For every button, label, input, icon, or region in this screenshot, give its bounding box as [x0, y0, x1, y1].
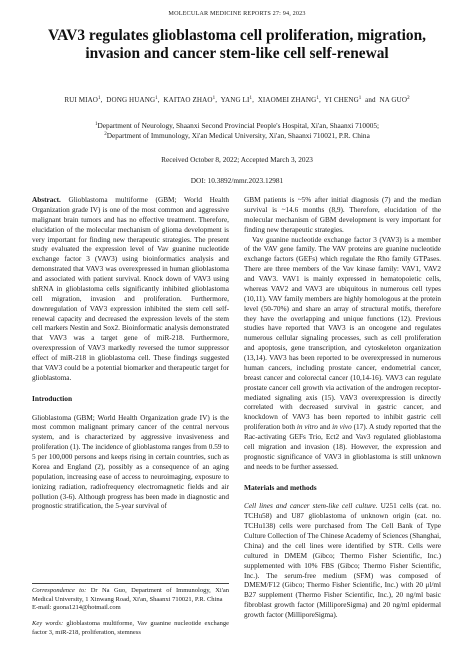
author: [324, 96, 379, 104]
paragraph-text: and: [317, 423, 333, 432]
author-separator: ,: [100, 96, 107, 104]
author-separator: ,: [215, 96, 221, 104]
section-heading-methods: Materials and methods: [244, 482, 317, 492]
title-line: VAV3 regulates glioblastoma cell proliferation, migration,: [47, 27, 427, 44]
left-column: [32, 196, 229, 512]
affiliation-marker: 1: [155, 96, 158, 101]
affiliations: [60, 121, 414, 141]
subsection-heading: Cell lines and cancer stem-like cell culture.: [244, 502, 378, 511]
article-title: [30, 27, 444, 63]
correspondence-label: Correspondence to:: [32, 587, 87, 594]
author-name: YANG LI: [220, 96, 250, 104]
running-header: MOLECULAR MEDICINE REPORTS 27: 94, 2023: [168, 10, 306, 17]
paragraph-text: U251 cells (cat. no. TCHu58) and U87 glioblastoma of unknown origin (cat. no. TCHu138) cells were purchased from The Cell Bank of Type Culture Collection of The Chinese Academy of Sciences (Shanghai, China) and the cell lines were identified by STR. Cells were cultured in DMEM (Gibco; Thermo Fisher Scientific, Inc.) supplemented with 10% FBS (Gibco; Thermo Fisher Scientific, Inc.). The serum-free medium (SFM) was composed of DMEM/F12 (Gibco; Thermo Fisher Scientific, Inc.) with 20 μl/ml B27 supplement (Thermo Fisher Scientific, Inc.), 20 ng/ml basic fibroblast growth factor (MilliporeSigma) and 20 ng/ml epidermal growth factor (MilliporeSigma).: [244, 502, 441, 619]
author-list: [20, 95, 454, 105]
keywords: [32, 620, 229, 637]
paragraph: GBM patients is ~5% after initial diagnosis (7) and the median survival is ~14.6 months (8,9). Therefore, elucidation of the molecular mechanism of GBM development is very important for finding new therapeutic strategies.: [244, 196, 441, 234]
affiliation-marker: 1: [249, 96, 253, 101]
italic-term: in vivo: [332, 423, 352, 432]
author-name: NA GUO: [379, 96, 408, 104]
paragraph-text: Vav guanine nucleotide exchange factor 3 (VAV3) is a member of the VAV gene family. The VAV proteins are guanine nucleotide exchange factors (GEFs) which regulate the Rho family GTPases. There are three members of the Vav kinase family: VAV1, VAV2 and VAV3. VAV1 is mainly expressed in hematopoietic cells, whereas VAV2 and VAV3 are ubiquitous in numerous cell types (10,11). VAV family members are highly homologous at the protein level (50-70%) and share an array of structural motifs, therefore they have the overlapping and unique functions (12). Previous studies have reported that VAV3 is an oncogene and regulates numerous cellular signaling processes, such as cell proliferation and apoptosis, gene transcription, and cytoskeleton organization (13,14). VAV3 has been reported to be overexpressed in numerous human cancers, including prostate cancer, endometrial cancer, breast cancer and colorectal cancer (10,14-16). VAV3 can regulate prostate cancer cell growth via activation of the androgen receptor-mediated signaling axis (15). VAV3 overexpression is directly correlated with decreased survival in gastric cancer, and knockdown of VAV3 has been reported to inhibit gastric cell proliferation both: [244, 235, 441, 432]
author-separator: ,: [252, 96, 258, 104]
abstract-label: Abstract.: [32, 196, 61, 204]
author-separator: ,: [318, 96, 325, 104]
author-name: DONG HUANG: [106, 96, 156, 104]
author-separator: and: [361, 96, 380, 104]
affiliation: [60, 121, 414, 131]
author: [221, 96, 258, 104]
footnotes: [32, 587, 229, 638]
affiliation-marker: 2: [407, 96, 410, 101]
affiliation-text: Department of Immunology, Xi'an Medical University, Xi'an, Shaanxi 710021, P.R. China: [106, 131, 370, 140]
correspondence: [32, 587, 229, 604]
introduction-text: Glioblastoma (GBM; World Health Organization grade IV) is the most common malignant primary cancer of the central nervous system, and is characterized by aggressive invasiveness and proliferation (1). The incidence of glioblastoma ranges from 0.59 to 5 per 100,000 persons and keeps rising in certain countries, such as Korea and England (2), possibly as a consequence of an aging population, increasing ease of access to neuroimaging, exposure to ionizing radiation, radiofrequency electromagnetic fields and air pollution (3-6). Although progress has been made in diagnostic and prognostic stratification, the 5-year survival of: [32, 413, 229, 511]
author: [258, 96, 325, 104]
author-name: RUI MIAO: [64, 96, 99, 104]
abstract-text: Glioblastoma multiforme (GBM; World Health Organization grade IV) is one of the most common and aggressive malignant brain tumors and has no effective treatment. Therefore, elucidation of the molecular mechanism of glioma development is very important for finding new therapeutic strategies. The present study evaluated the expression level of Vav guanine nucleotide exchange factor 3 (VAV3) using bioinformatics analysis and demonstrated that VAV3 was overexpressed in human glioblastoma and associated with patient survival. Knock down of VAV3 using shRNA in glioblastoma cells significantly inhibited glioblastoma cell migration, invasion and proliferation. Furthermore, downregulation of VAV3 expression inhibited the stem cell self-renewal capacity and decreased the expression levels of the stem cell markers Nestin and Sox2. Bioinformatic analysis demonstrated that VAV3 was a target gene of miR-218. Furthermore, overexpression of VAV3 markedly reversed the tumor suppressor effect of miR-218 in glioblastoma cell. These findings suggested that VAV3 could be a potential biomarker and therapeutic target for glioblastoma.: [32, 196, 229, 382]
section-heading-introduction: Introduction: [32, 393, 73, 403]
affiliation-marker: 1: [358, 96, 362, 101]
author: [163, 96, 220, 104]
keywords-text: glioblastoma multiforme, Vav guanine nucleotide exchange factor 3, miR-218, proliferation, stemness: [32, 620, 229, 636]
author: [106, 96, 163, 104]
affiliation-marker: 1: [316, 96, 319, 101]
correspondence-text: Dr Na Guo, Department of Immunology, Xi'an Medical University, 1 Xinwang Road, Xi'an, Shaanxi 710021, P.R. China: [32, 587, 229, 603]
title-line: invasion and cancer stem-like cell self-renewal: [85, 45, 389, 62]
abstract: [32, 196, 229, 384]
paragraph: [244, 502, 441, 621]
paragraph-text: (17). A study reported that the Rac-activating GEFs Trio, Ect2 and Vav3 regulated glioblastoma cell migration and invasion (18). However, the expression and prognostic significance of VAV3 in glioblastoma is still unknown and needs to be further assessed.: [244, 423, 441, 471]
author: [379, 96, 409, 104]
paragraph: [244, 236, 441, 473]
italic-term: in vitro: [296, 423, 318, 432]
author-name: XIAOMEI ZHANG: [257, 96, 317, 104]
affiliation-marker: 1: [212, 96, 216, 101]
author-separator: ,: [157, 96, 164, 104]
affiliation-marker: 2: [104, 132, 107, 137]
right-column: [244, 196, 441, 621]
doi: DOI: 10.3892/mmr.2023.12981: [190, 176, 284, 185]
author-name: KAITAO ZHAO: [163, 96, 213, 104]
author: [64, 96, 106, 104]
keywords-label: Key words:: [32, 620, 64, 628]
author-name: YI CHENG: [324, 96, 359, 104]
received-dates: Received October 8, 2022; Accepted March 3, 2023: [161, 155, 313, 164]
affiliation-marker: 1: [98, 96, 101, 101]
affiliation: [60, 131, 414, 141]
affiliation-text: Department of Neurology, Shaanxi Second Provincial People's Hospital, Xi'an, Shaanxi 710005;: [97, 121, 380, 130]
email: E-mail: guona1214@hotmail.com: [32, 604, 121, 612]
affiliation-marker: 1: [94, 122, 98, 127]
footnote-divider: [32, 583, 229, 584]
